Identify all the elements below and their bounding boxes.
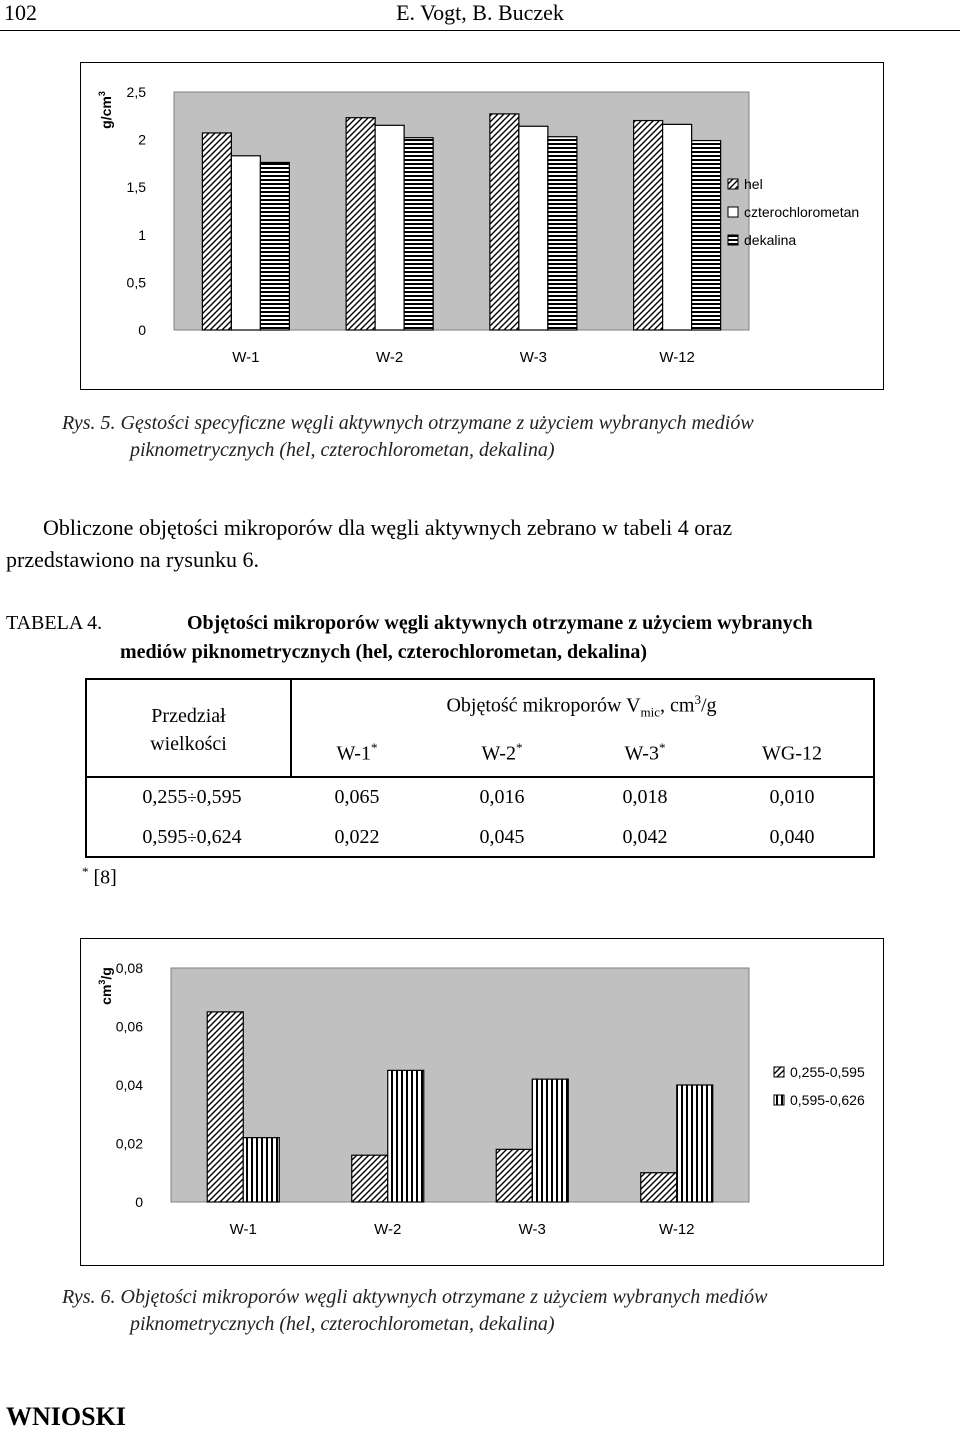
- group-header: [290, 692, 873, 721]
- bar: [490, 114, 519, 330]
- table-row: [87, 826, 873, 856]
- bar: [663, 124, 692, 330]
- column-header-w3: [580, 740, 710, 766]
- bar: [532, 1079, 568, 1202]
- y-tick-label: 2: [138, 131, 146, 148]
- x-tick-label: W-3: [518, 1221, 546, 1238]
- paragraph-line-1: Obliczone objętości mikroporów dla węgli aktywnych zebrano w tabeli 4 oraz: [43, 515, 733, 540]
- legend-swatch: [774, 1095, 784, 1105]
- y-tick-label: 0: [135, 1194, 143, 1210]
- figure-6-frame: [80, 938, 884, 1266]
- legend-swatch: [728, 235, 738, 245]
- group-header-end: /g: [700, 694, 717, 717]
- y-axis-label: [97, 967, 114, 1005]
- y-tick-label: 0,06: [115, 1018, 143, 1035]
- legend-swatch: [728, 179, 738, 189]
- range-from: 0,255: [142, 786, 188, 808]
- x-tick-label: W-12: [658, 1221, 695, 1238]
- y-axis-label-sup: 3: [97, 91, 107, 97]
- section-heading: WNIOSKI: [6, 1402, 126, 1431]
- bar: [346, 118, 375, 330]
- table-footnote: [82, 864, 117, 890]
- range-divide-sign: ÷: [187, 788, 197, 807]
- figure-5-caption-line-1: Rys. 5. Gęstości specyficzne węgli aktywnych otrzymane z użyciem wybranych mediów: [62, 412, 754, 434]
- figure-5-caption-line-2: piknometrycznych (hel, czterochlorometan, dekalina): [130, 439, 555, 461]
- x-tick-label: W-3: [519, 349, 547, 366]
- bar: [243, 1138, 279, 1202]
- figure-6-caption-line-1: Rys. 6. Objętości mikroporów węgli aktywnych otrzymane z użyciem wybranych mediów: [62, 1286, 768, 1308]
- bar: [388, 1070, 424, 1202]
- group-header-text: Objętość mikroporów V: [446, 694, 641, 717]
- y-axis-label-unit: cm: [98, 984, 114, 1005]
- y-axis-label-end: /g: [98, 967, 114, 980]
- footnote-star: *: [82, 864, 89, 879]
- column-header-w3-star: *: [658, 740, 666, 755]
- figure-5-frame: [80, 62, 884, 390]
- value-cell: 0,045: [479, 826, 525, 848]
- legend-label: 0,595-0,626: [790, 1092, 865, 1108]
- legend-label: czterochlorometan: [744, 204, 860, 220]
- column-header-w1-name: W-1: [336, 742, 371, 765]
- figure-6-chart: [81, 939, 883, 1265]
- table-title-line-2: mediów piknometrycznych (hel, czterochlorometan, dekalina): [120, 641, 647, 663]
- y-axis-label: [97, 91, 114, 129]
- column-header-wg12: [717, 740, 867, 766]
- column-header-w2-star: *: [515, 740, 523, 755]
- range-cell: [87, 786, 297, 809]
- bar: [641, 1173, 677, 1202]
- group-header-sub: mic: [640, 704, 661, 720]
- y-tick-label: 0,08: [115, 960, 143, 976]
- page-header: [0, 0, 960, 31]
- table-4: [85, 678, 875, 858]
- row-header-line-1: Przedział: [151, 705, 226, 727]
- running-head-authors: E. Vogt, B. Buczek: [396, 0, 564, 25]
- table-label: TABELA 4.: [6, 612, 103, 634]
- bar: [496, 1149, 532, 1202]
- y-axis-label-sup: 3: [97, 979, 107, 985]
- x-tick-label: W-2: [376, 349, 404, 366]
- bar: [692, 141, 721, 330]
- y-tick-label: 0,04: [115, 1077, 143, 1093]
- group-header-unit: , cm: [660, 694, 695, 717]
- bar: [519, 126, 548, 330]
- value-cell: 0,042: [622, 826, 668, 848]
- range-cell: [87, 826, 297, 849]
- legend-swatch: [774, 1067, 784, 1077]
- x-tick-label: W-1: [232, 349, 260, 366]
- column-header-wg12-name: WG-12: [762, 742, 822, 765]
- bar: [260, 162, 289, 330]
- y-tick-label: 1: [138, 226, 146, 243]
- y-tick-label: 0: [138, 322, 146, 338]
- column-header-w1-star: *: [370, 740, 378, 755]
- table-header-rule: [87, 776, 873, 778]
- row-header-line-2: wielkości: [150, 733, 227, 755]
- footnote-reference: [8]: [93, 866, 117, 889]
- bar: [677, 1085, 713, 1202]
- bar: [548, 137, 577, 330]
- bar: [375, 125, 404, 330]
- legend-swatch: [728, 207, 738, 217]
- legend-label: hel: [744, 176, 763, 192]
- x-tick-label: W-2: [374, 1221, 402, 1238]
- value-cell: 0,022: [334, 826, 380, 848]
- table-title-line-1: Objętości mikroporów węgli aktywnych otrzymane z użyciem wybranych: [187, 612, 813, 634]
- value-cell: 0,018: [622, 786, 668, 808]
- range-from: 0,595: [142, 826, 188, 848]
- page-number: 102: [4, 0, 37, 25]
- bar: [202, 133, 231, 330]
- column-header-w2: [437, 740, 567, 766]
- column-header-w1: [297, 740, 417, 766]
- y-tick-label: 1,5: [126, 179, 146, 196]
- figure-5-chart: [81, 63, 883, 389]
- y-tick-label: 2,5: [126, 84, 146, 100]
- column-header-w2-name: W-2: [481, 742, 516, 765]
- paragraph-line-2: przedstawiono na rysunku 6.: [6, 547, 259, 572]
- value-cell: 0,010: [769, 786, 815, 808]
- range-to: 0,595: [196, 786, 242, 808]
- table-row: [87, 786, 873, 816]
- y-tick-label: 0,02: [115, 1135, 143, 1152]
- range-to: 0,624: [196, 826, 242, 848]
- x-tick-label: W-1: [229, 1221, 257, 1238]
- figure-6-caption-line-2: piknometrycznych (hel, czterochlorometan, dekalina): [130, 1313, 555, 1335]
- x-tick-label: W-12: [659, 349, 695, 366]
- group-header-sup: 3: [694, 692, 701, 707]
- bar: [207, 1012, 243, 1202]
- y-tick-label: 0,5: [126, 274, 146, 291]
- legend-label: 0,255-0,595: [790, 1064, 865, 1080]
- value-cell: 0,065: [334, 786, 380, 808]
- legend-label: dekalina: [744, 232, 797, 248]
- y-axis-label-unit: g/cm: [98, 96, 114, 129]
- bar: [352, 1155, 388, 1202]
- value-cell: 0,040: [769, 826, 815, 848]
- value-cell: 0,016: [479, 786, 525, 808]
- column-header-w3-name: W-3: [624, 742, 659, 765]
- bar: [404, 138, 433, 330]
- range-divide-sign: ÷: [187, 828, 197, 847]
- row-header: [87, 702, 290, 758]
- bar: [231, 156, 260, 330]
- bar: [634, 121, 663, 330]
